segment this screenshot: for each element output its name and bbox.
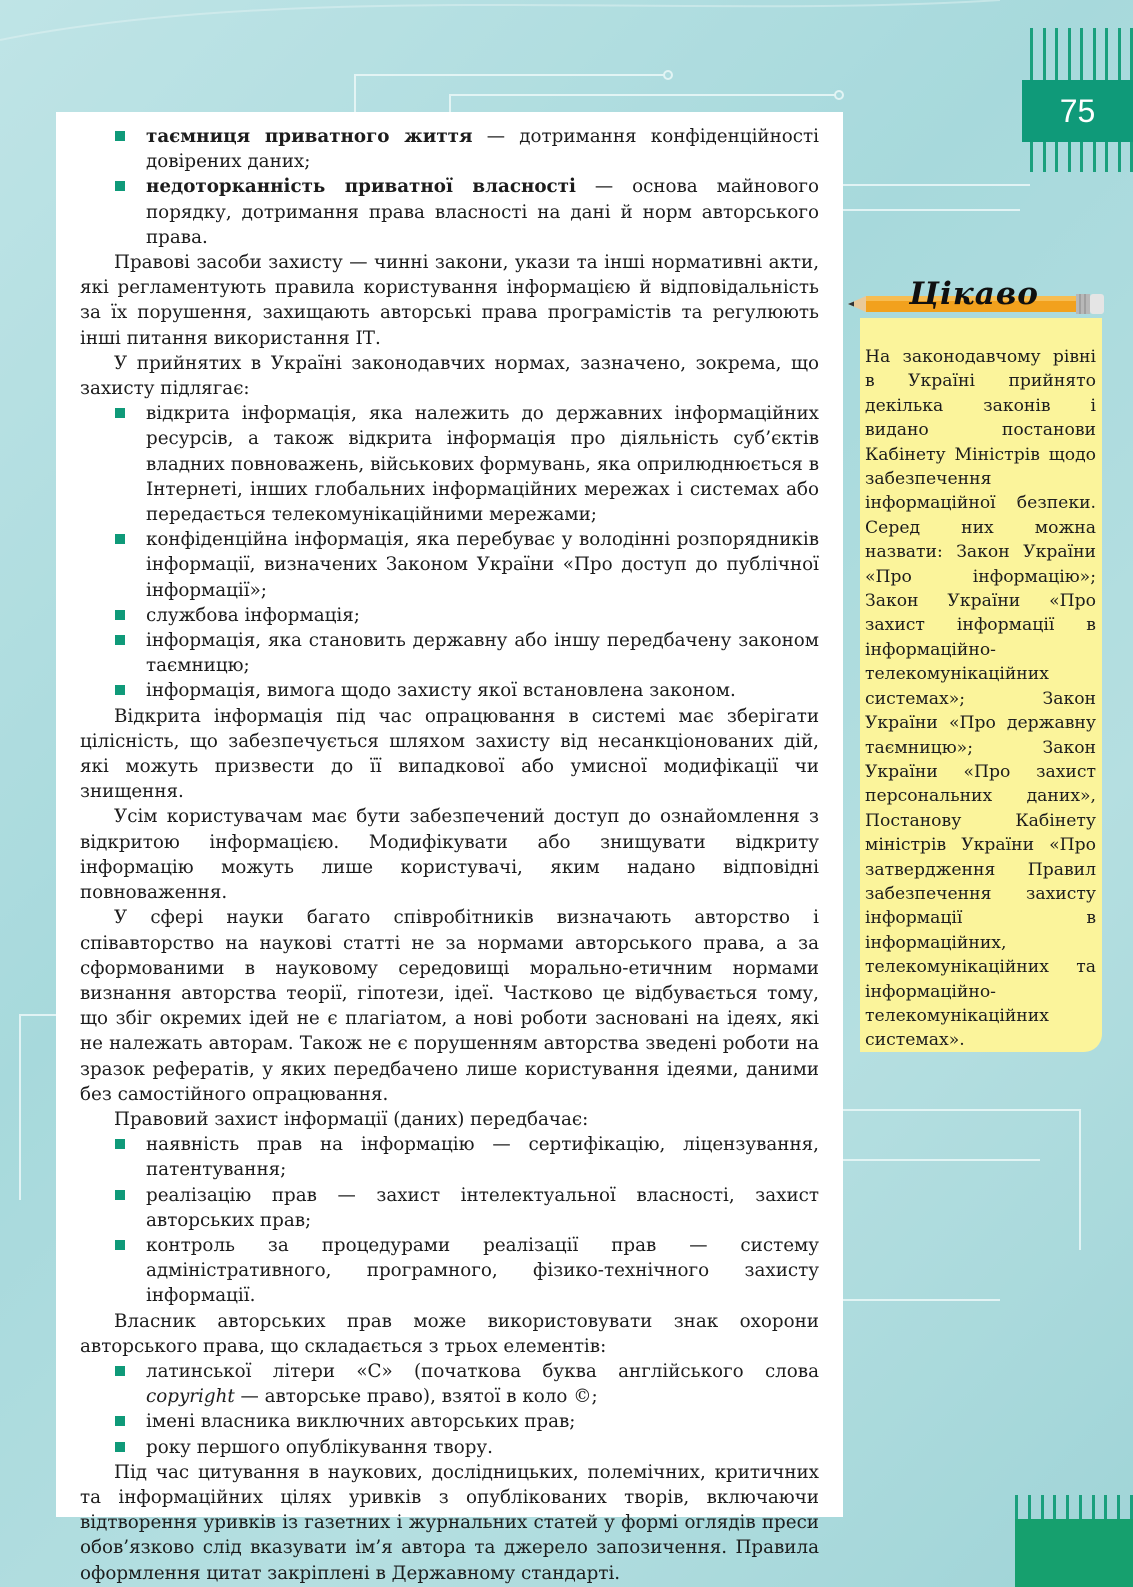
- bullet-square-icon: [115, 610, 125, 620]
- legal-protection-list: [80, 1132, 819, 1308]
- bullet-square-icon: [115, 1366, 125, 1376]
- paragraph: Відкрита інформація під час опрацювання в системі має зберігати цілісність, що забезпечується шляхом захисту від несанкціонованих дій, які можуть призвести до її випадкової або умисної модифікації чи знищення.: [80, 705, 819, 803]
- bullet-square-icon: [115, 635, 125, 645]
- sidebar-title: [848, 276, 1108, 324]
- bullet-square-icon: [115, 1240, 125, 1250]
- bullet-square-icon: [115, 1442, 125, 1452]
- list-item: конфіденційна інформація, яка перебуває у володінні розпорядників інформації, визначених Законом України «Про доступ до публічної інформації»;: [80, 527, 819, 603]
- list-item: імені власника виключних авторських прав;: [80, 1409, 819, 1434]
- bullet-square-icon: [115, 685, 125, 695]
- privacy-list: [80, 124, 819, 250]
- list-item: наявність прав на інформацію — сертифікацію, ліцензування, патентування;: [80, 1132, 819, 1182]
- list-item: інформація, вимога щодо захисту якої встановлена законом.: [80, 678, 819, 703]
- bullet-square-icon: [115, 181, 125, 191]
- paragraph: Під час цитування в наукових, дослідницьких, полемічних, критичних та інформаційних цілях уривків з опублікованих творів, включаючи відтворення уривків із газетних і журнальних статей у формі оглядів преси обов’язково слід вказувати ім’я автора та джерело запозичення. Правила оформлення цитат закріплені в Державному стандарті.: [80, 1461, 819, 1584]
- bullet-square-icon: [115, 408, 125, 418]
- page-number-badge: [1022, 80, 1133, 142]
- bottom-chip-decoration: [1015, 1495, 1133, 1587]
- bullet-square-icon: [115, 534, 125, 544]
- paragraph: Власник авторських прав може використовувати знак охорони авторського права, що складається з трьох елементів:: [80, 1310, 819, 1357]
- list-item: відкрита інформація, яка належить до державних інформаційних ресурсів, а також відкрита інформація про діяльність суб’єктів владних повноважень, військових формувань, яка оприлюднюється в Інтернеті, інших глобальних інформаційних мережах і системах або передається телекомунікаційними мережами;: [80, 401, 819, 527]
- bullet-square-icon: [115, 1416, 125, 1426]
- bullet-square-icon: [115, 1139, 125, 1149]
- list-item: контроль за процедурами реалізації прав — систему адміністративного, програмного, фізико-технічного захисту інформації.: [80, 1233, 819, 1309]
- page-number: 75: [1059, 92, 1096, 129]
- paragraph: У сфері науки багато співробітників визначають авторство і співавторство на наукові статті не за нормами авторського права, а за сформованими в науковому середовищі морально-етичним нормами визнання авторства теорії, гіпотези, ідеї. Частково це відбувається тому, що збіг окремих ідей не є плагіатом, а нові роботи засновані на ідеях, які не належать авторам. Також не є порушенням авторства зведені роботи на зразок рефератів, у яких передбачено лише користування ідеями, даними без самостійного опрацювання.: [80, 907, 819, 1105]
- list-item: реалізацію прав — захист інтелектуальної власності, захист авторських прав;: [80, 1183, 819, 1233]
- bullet-square-icon: [115, 1190, 125, 1200]
- list-item: недоторканність приватної власності — основа майнового порядку, дотримання права власності на дані й норм авторського права.: [80, 174, 819, 250]
- protected-info-list: [80, 401, 819, 703]
- list-item: латинської літери «С» (початкова буква англійського слова copyright — авторське право), взятої в коло ©;: [80, 1359, 819, 1409]
- chip-pins-bottom: [1030, 142, 1133, 172]
- sidebar-note-text: На законодавчому рівні в Україні прийнято декілька законів і видано постанови Кабінету Міністрів щодо забезпечення інформаційної безпеки. Серед них можна назвати: Закон України «Про інформацію»; Закон України «Про захист інформації в інформаційно-телекомунікаційних системах»; Закон України «Про державну таємницю»; Закон України «Про захист персональних даних», Постанову Кабінету міністрів України «Про затвердження Правил забезпечення захисту інформації в інформаційних, телекомунікаційних та інформаційно-телекомунікаційних системах».: [865, 347, 1096, 1051]
- sidebar-title-text: Цікаво: [909, 276, 1039, 312]
- copyright-elements-list: [80, 1359, 819, 1460]
- list-item: інформація, яка становить державну або іншу передбачену законом таємницю;: [80, 628, 819, 678]
- paragraph: Правові засоби захисту — чинні закони, укази та інші нормативні акти, які регламентують правила користування інформацією й відповідальність за їх порушення, захищають авторські права програмістів та регулюють інші питання використання ІТ.: [80, 252, 819, 349]
- sidebar-note: [860, 318, 1102, 1052]
- paragraph: У прийнятих в Україні законодавчих нормах, зазначено, зокрема, що захисту підлягає:: [80, 352, 819, 400]
- list-item: службова інформація;: [80, 603, 819, 628]
- bullet-square-icon: [115, 131, 125, 141]
- list-item: року першого опублікування твору.: [80, 1435, 819, 1460]
- paragraph: Усім користувачам має бути забезпечений доступ до ознайомлення з відкритою інформацією. Модифікувати або знищувати відкриту інформацію можуть лише користувачі, яким надано відповідні повноваження.: [80, 806, 819, 904]
- paragraph: Правовий захист інформації (даних) передбачає:: [114, 1108, 589, 1130]
- chip-pins-top: [1030, 28, 1133, 80]
- list-item: таємниця приватного життя — дотримання конфіденційності довірених даних;: [80, 124, 819, 174]
- main-text-column: [56, 112, 843, 1584]
